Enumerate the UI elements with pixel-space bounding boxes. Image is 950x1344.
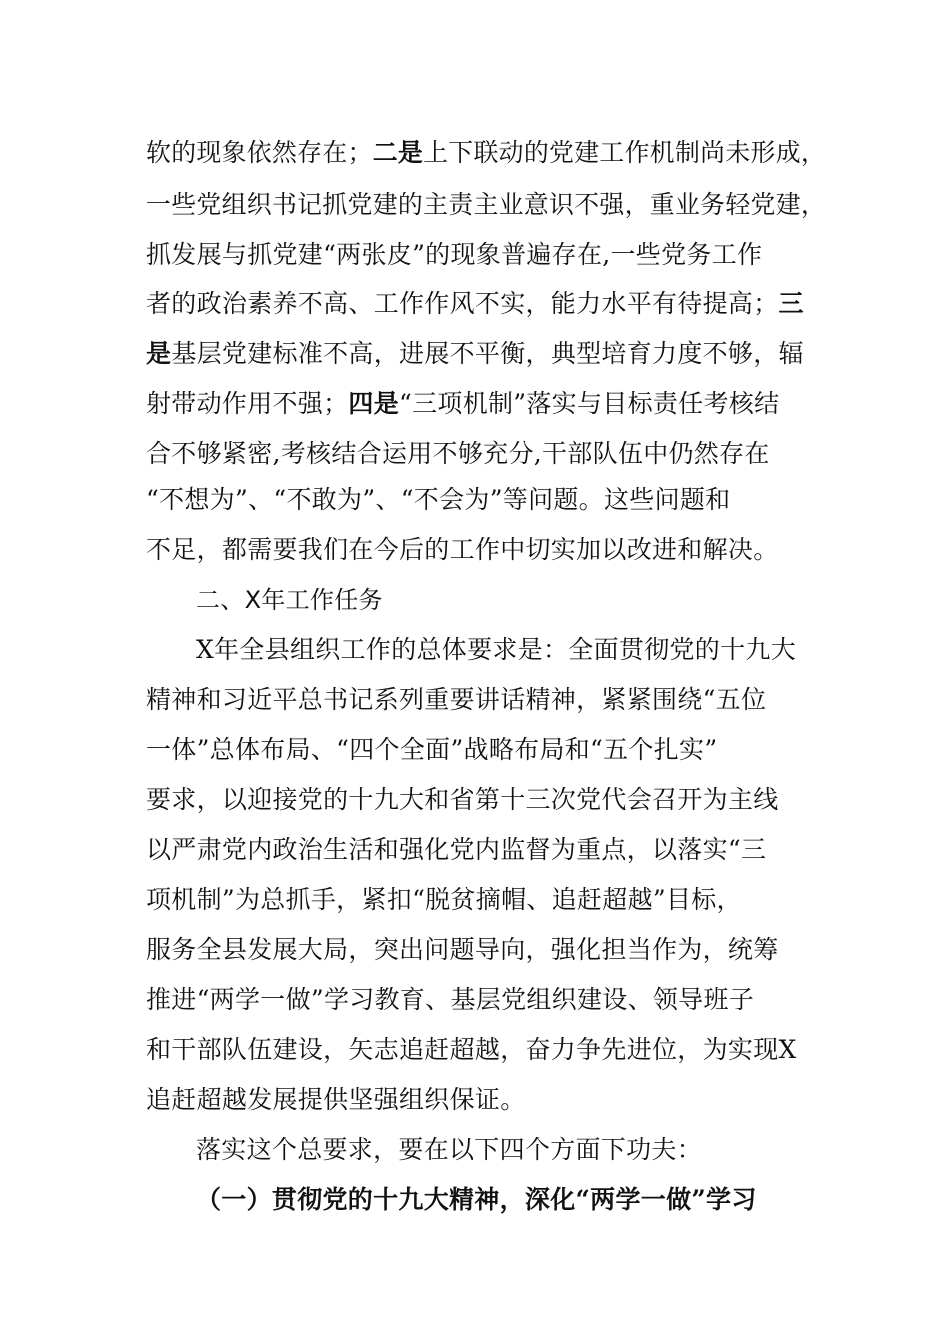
- text-segment: 软的现象依然存在；: [146, 138, 373, 167]
- text-line: [146, 1074, 526, 1126]
- text-line: [146, 974, 754, 1026]
- bold-text-segment: 三: [778, 289, 804, 318]
- text-segment: 上下联动的党建工作机制尚未形成，: [423, 138, 827, 167]
- text-segment: “三项机制”落实与目标责任考核结: [399, 389, 780, 418]
- text-line: [146, 824, 766, 876]
- bold-text-segment: 四是: [348, 389, 400, 418]
- text-line: [146, 674, 766, 726]
- text-segment: 项机制”为总抓手，紧扣“脱贫摘帽、追赶超越”目标，: [146, 885, 742, 914]
- text-segment: 二、X年工作任务: [196, 586, 383, 614]
- text-segment: 合不够紧密,考核结合运用不够充分,干部队伍中仍然存在: [146, 439, 770, 468]
- text-segment: 以严肃党内政治生活和强化党内监督为重点，以落实“三: [146, 835, 767, 864]
- text-segment: 不足，都需要我们在今后的工作中切实加以改进和解决。: [146, 535, 779, 564]
- bold-text-segment: 二是: [372, 138, 424, 167]
- text-line: [146, 924, 779, 976]
- text-segment: X年全县组织工作的总体要求是：全面贯彻党的十九大: [196, 635, 796, 664]
- text-segment: 射带动作用不强；: [146, 389, 349, 418]
- text-segment: 者的政治素养不高、工作作风不实，能力水平有待提高；: [146, 289, 779, 318]
- text-segment: 和干部队伍建设，矢志追赶超越，奋力争先进位，为实现X: [146, 1035, 797, 1064]
- bold-text-segment: （一）贯彻党的十九大精神，深化“两学一做”学习: [196, 1185, 757, 1214]
- text-line: [146, 328, 804, 380]
- text-line: [146, 474, 731, 526]
- text-segment: 追赶超越发展提供坚强组织保证。: [146, 1085, 526, 1114]
- text-line: [146, 524, 779, 576]
- text-line: [146, 179, 826, 231]
- text-segment: 要求，以迎接党的十九大和省第十三次党代会召开为主线: [146, 785, 779, 814]
- text-line: [146, 774, 779, 826]
- text-line: [146, 874, 742, 926]
- text-line: [146, 378, 779, 430]
- text-segment: 一体”总体布局、“四个全面”战略布局和“五个扎实”: [146, 735, 718, 764]
- text-line: [146, 127, 826, 179]
- text-segment: 一些党组织书记抓党建的主责主业意识不强，重业务轻党建，: [146, 190, 827, 219]
- section-heading: [196, 574, 383, 626]
- text-line: [146, 428, 770, 480]
- text-segment: “不想为”、“不敢为”、“不会为”等问题。这些问题和: [146, 485, 731, 514]
- bold-text-segment: 是: [146, 339, 172, 368]
- text-segment: 服务全县发展大局，突出问题导向，强化担当作为，统筹: [146, 935, 779, 964]
- text-line: [146, 229, 762, 281]
- text-line: [196, 1124, 702, 1176]
- text-segment: 落实这个总要求，要在以下四个方面下功夫：: [196, 1135, 703, 1164]
- text-line: [146, 278, 804, 330]
- text-segment: 抓发展与抓党建“两张皮”的现象普遍存在,一些党务工作: [146, 240, 763, 269]
- text-segment: 精神和习近平总书记系列重要讲话精神，紧紧围绕“五位: [146, 685, 767, 714]
- text-line: [146, 1024, 797, 1076]
- text-line: [196, 1174, 757, 1226]
- text-segment: 推进“两学一做”学习教育、基层党组织建设、领导班子: [146, 985, 755, 1014]
- text-segment: 基层党建标准不高，进展不平衡，典型培育力度不够，辐: [171, 339, 804, 368]
- text-line: [196, 624, 796, 676]
- text-line: [146, 724, 717, 776]
